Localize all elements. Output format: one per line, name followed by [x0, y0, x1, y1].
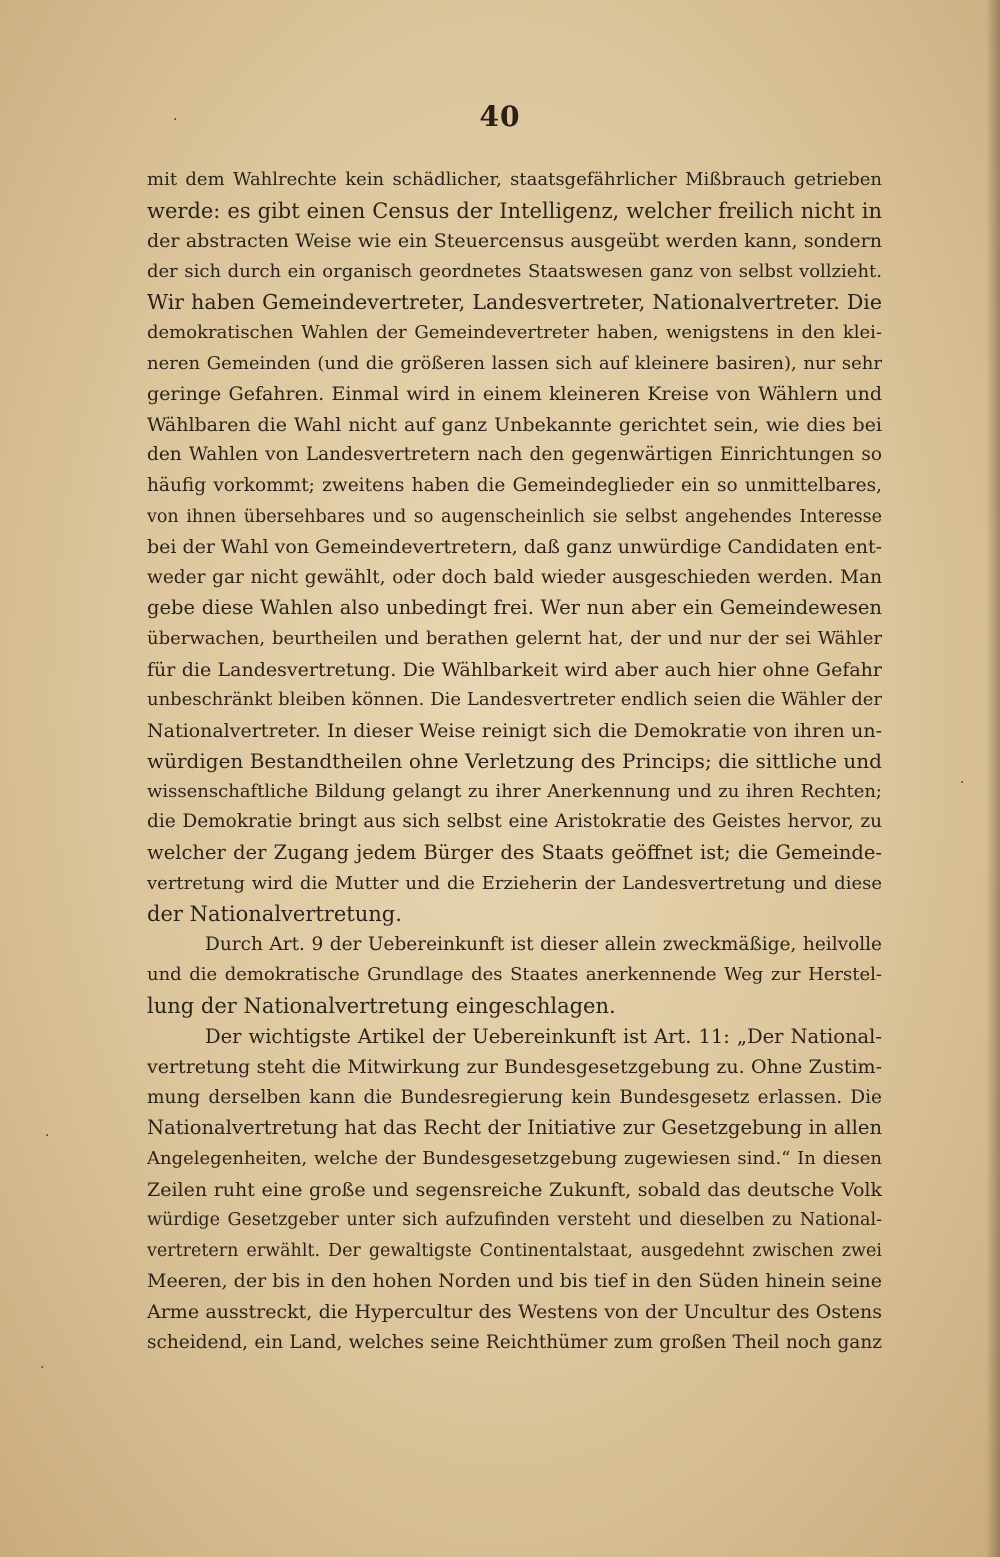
page-number: 40 — [479, 100, 521, 133]
text-line: scheidend, ein Land, welches seine Reichthümer zum großen Theil noch ganz — [147, 1331, 882, 1353]
text-line: vertretung steht die Mitwirkung zur Bundesgesetzgebung zu. Ohne Zustim- — [147, 1056, 882, 1079]
text-line: neren Gemeinden (und die größeren lassen sich auf kleinere basiren), nur sehr — [147, 352, 882, 374]
text-line: von ihnen übersehbares und so augenscheinlich sie selbst angehendes Interesse — [147, 506, 882, 527]
text-line: Nationalvertreter. In dieser Weise reinigt sich die Demokratie von ihren un- — [147, 719, 882, 742]
text-line: Wählbaren die Wahl nicht auf ganz Unbekannte gerichtet sein, wie dies bei — [147, 413, 882, 436]
text-line: geringe Gefahren. Einmal wird in einem kleineren Kreise von Wählern und — [147, 383, 882, 406]
text-line: gebe diese Wahlen also unbedingt frei. Wer nun aber ein Gemeindewesen — [147, 596, 882, 620]
text-line: demokratischen Wahlen der Gemeindevertreter haben, wenigstens in den klei- — [147, 321, 882, 343]
text-line: vertretung wird die Mutter und die Erzieherin der Landesvertretung und diese — [147, 872, 882, 894]
text-line: unbeschränkt bleiben können. Die Landesvertreter endlich seien die Wähler der — [147, 689, 882, 711]
text-line: vertretern erwählt. Der gewaltigste Continentalstaat, ausgedehnt zwischen zwei — [147, 1240, 882, 1261]
text-line: der sich durch ein organisch geordnetes Staatswesen ganz von selbst vollzieht. — [147, 260, 882, 282]
text-line: Wir haben Gemeindevertreter, Landesvertreter, Nationalvertreter. Die — [147, 290, 882, 315]
text-line: Zeilen ruht eine große und segensreiche Zukunft, sobald das deutsche Volk — [147, 1178, 882, 1201]
text-line: die Demokratie bringt aus sich selbst eine Aristokratie des Geistes hervor, zu — [147, 811, 882, 833]
text-line: der Nationalvertretung. — [147, 902, 402, 927]
text-line: lung der Nationalvertretung eingeschlagen. — [147, 994, 616, 1019]
speck-mark: · — [173, 112, 178, 128]
text-line: den Wahlen von Landesvertretern nach den gegenwärtigen Einrichtungen so — [147, 444, 882, 466]
text-line: wissenschaftliche Bildung gelangt zu ihrer Anerkennung und zu ihren Rechten; — [147, 780, 882, 802]
text-line: Der wichtigste Artikel der Uebereinkunft ist Art. 11: „Der National- — [205, 1024, 882, 1048]
speck-mark: · — [40, 1360, 45, 1376]
text-line: würdige Gesetzgeber unter sich aufzufinden versteht und dieselben zu National- — [147, 1210, 882, 1231]
text-line: mit dem Wahlrechte kein schädlicher, staatsgefährlicher Mißbrauch getrieben — [147, 169, 882, 190]
speck-mark: · — [960, 775, 965, 791]
text-line: der abstracten Weise wie ein Steuercensus ausgeübt werden kann, sondern — [147, 230, 882, 253]
text-line: Angelegenheiten, welche der Bundesgesetzgebung zugewiesen sind.“ In diesen — [147, 1148, 882, 1169]
text-line: bei der Wahl von Gemeindevertretern, daß ganz unwürdige Candidaten ent- — [147, 536, 882, 559]
text-line: Durch Art. 9 der Uebereinkunft ist dieser allein zweckmäßige, heilvolle — [205, 933, 882, 955]
text-line: Meeren, der bis in den hohen Norden und bis tief in den Süden hinein seine — [147, 1270, 882, 1293]
text-line: Arme ausstreckt, die Hypercultur des Westens von der Uncultur des Ostens — [147, 1300, 882, 1323]
text-line: Nationalvertretung hat das Recht der Initiative zur Gesetzgebung in allen — [147, 1116, 882, 1140]
speck-mark: · — [45, 1128, 50, 1144]
text-line: welcher der Zugang jedem Bürger des Staats geöffnet ist; die Gemeinde- — [147, 841, 882, 865]
text-line: mung derselben kann die Bundesregierung kein Bundesgesetz erlassen. Die — [147, 1086, 882, 1108]
body-text — [147, 165, 882, 1358]
text-line: häufig vorkommt; zweitens haben die Gemeindeglieder ein so unmittelbares, — [147, 474, 882, 496]
text-line: für die Landesvertretung. Die Wählbarkeit wird aber auch hier ohne Gefahr — [147, 658, 882, 681]
page-edge-shadow — [986, 0, 1000, 1557]
text-line: und die demokratische Grundlage des Staates anerkennende Weg zur Herstel- — [147, 964, 882, 986]
text-line: weder gar nicht gewählt, oder doch bald wieder ausgeschieden werden. Man — [147, 566, 882, 588]
text-line: würdigen Bestandtheilen ohne Verletzung des Princips; die sittliche und — [147, 749, 882, 774]
text-line: überwachen, beurtheilen und berathen gelernt hat, der und nur der sei Wähler — [147, 627, 882, 649]
text-line: werde: es gibt einen Census der Intelligenz, welcher freilich nicht in — [147, 198, 882, 223]
